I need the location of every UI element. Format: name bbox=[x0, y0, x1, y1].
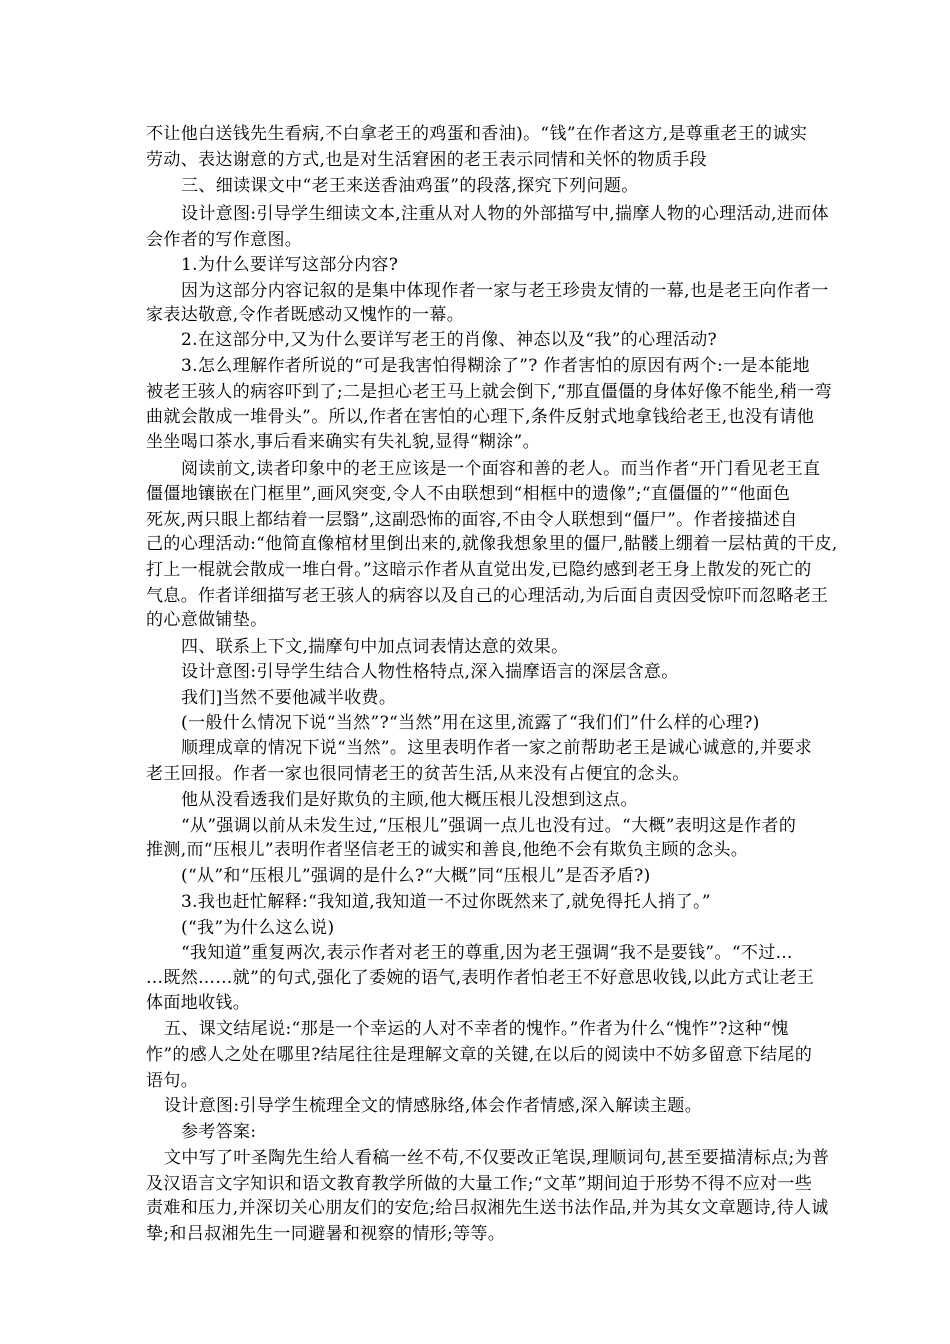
question-line: (“我”为什么这么说) bbox=[181, 918, 335, 938]
section-heading-4: 四、联系上下文,揣摩句中加点词表情达意的效果。 bbox=[181, 637, 569, 657]
question-line: 2.在这部分中,又为什么要详写老王的肖像、神态以及“我”的心理活动? bbox=[181, 330, 718, 350]
paragraph-line: 的心意做铺垫。 bbox=[146, 610, 268, 630]
answer-label: 参考答案: bbox=[181, 1122, 257, 1142]
paragraph-line: 气息。作者详细描写老王骇人的病容以及自己的心理活动,为后面自责因受惊吓而忽略老王 bbox=[146, 586, 829, 606]
paragraph-line: 语句。 bbox=[146, 1071, 199, 1091]
paragraph-line: 设计意图:引导学生结合人物性格特点,深入揣摩语言的深层含意。 bbox=[181, 662, 679, 682]
paragraph-line: 责难和压力,并深切关心朋友们的安危;给吕叔湘先生送书法作品,并为其女文章题诗,待人诚 bbox=[146, 1198, 829, 1218]
question-line: 1.为什么要详写这部分内容? bbox=[181, 255, 399, 275]
paragraph-line: 及汉语言文字知识和语文教育教学所做的大量工作;“文革”期间迫于形势不得不应对一些 bbox=[146, 1174, 813, 1194]
paragraph-line: 挚;和吕叔湘先生一同避暑和视察的情形;等等。 bbox=[146, 1224, 506, 1244]
paragraph-line: 设计意图:引导学生细读文本,注重从对人物的外部描写中,揣摩人物的心理活动,进而体 bbox=[181, 204, 829, 224]
paragraph-line: 文中写了叶圣陶先生给人看稿一丝不苟,不仅要改正笔误,理顺词句,甚至要描清标点;为普 bbox=[164, 1148, 830, 1168]
question-line: 3.怎么理解作者所说的“可是我害怕得糊涂了”? 作者害怕的原因有两个:一是本能地 bbox=[181, 356, 810, 376]
paragraph-line: 打上一棍就会散成一堆白骨。”这暗示作者从直觉出发,已隐约感到老王身上散发的死亡的 bbox=[146, 560, 812, 580]
section-heading-3: 三、细读课文中“老王来送香油鸡蛋”的段落,探究下列问题。 bbox=[181, 176, 639, 196]
paragraph-line: 老王回报。作者一家也很同情老王的贫苦生活,从来没有占便宜的念头。 bbox=[146, 764, 690, 784]
example-sentence: 他从没看透我们是好欺负的主顾,他大概压根儿没想到这点。 bbox=[181, 790, 638, 810]
paragraph-line: 会作者的写作意图。 bbox=[146, 230, 303, 250]
section-heading-5: 五、课文结尾说:“那是一个幸运的人对不幸者的愧怍。”作者为什么“愧怍”?这种“愧 bbox=[164, 1019, 789, 1039]
paragraph-line: 设计意图:引导学生梳理全文的情感脉络,体会作者情感,深入解读主题。 bbox=[164, 1096, 703, 1116]
paragraph-line: 死灰,两只眼上都结着一层翳”,这副恐怖的面容,不由令人联想到“僵尸”。作者接描述自 bbox=[146, 510, 798, 530]
paragraph-line: 推测,而“压根儿”表明作者坚信老王的诚实和善良,他绝不会有欺负主顾的念头。 bbox=[146, 840, 749, 860]
question-line: (一般什么情况下说“当然”?“当然”用在这里,流露了“我们们”什么样的心理?) bbox=[181, 713, 760, 733]
paragraph-line: 怍”的感人之处在哪里?结尾往往是理解文章的关键,在以后的阅读中不妨多留意下结尾的 bbox=[146, 1045, 813, 1065]
paragraph-line: 阅读前文,读者印象中的老王应该是一个面容和善的老人。而当作者“开门看见老王直 bbox=[181, 459, 821, 479]
paragraph-line: 顺理成章的情况下说“当然”。这里表明作者一家之前帮助老王是诚心诚意的,并要求 bbox=[181, 738, 813, 758]
example-sentence: 我们]当然不要他减半收费。 bbox=[181, 688, 397, 708]
paragraph-line: 坐坐喝口茶水,事后看来确实有失礼貌,显得“糊涂”。 bbox=[146, 432, 540, 452]
question-line: (“从”和“压根儿”强调的是什么?“大概”同“压根儿”是否矛盾?) bbox=[181, 866, 651, 886]
paragraph-line: 劳动、表达谢意的方式,也是对生活窘困的老王表示同情和关怀的物质手段 bbox=[146, 150, 707, 170]
paragraph-line: 被老王骇人的病容吓到了;二是担心老王马上就会倒下,“那直僵僵的身体好像不能坐,稍一弯 bbox=[146, 382, 832, 402]
paragraph-line: 家表达敬意,令作者既感动又愧怍的一幕。 bbox=[146, 305, 465, 325]
example-sentence: 3.我也赶忙解释:“我知道,我知道一不过你既然来了,就免得托人捎了。” bbox=[181, 892, 711, 912]
paragraph-line: 体面地收钱。 bbox=[146, 993, 251, 1013]
paragraph-line: 曲就会散成一堆骨头”。所以,作者在害怕的心理下,条件反射式地拿钱给老王,也没有请他 bbox=[146, 407, 815, 427]
paragraph-line: 因为这部分内容记叙的是集中体现作者一家与老王珍贵友情的一幕,也是老王向作者一 bbox=[181, 281, 829, 301]
paragraph-line: 己的心理活动:“他简直像棺材里倒出来的,就像我想象里的僵尸,骷髅上绷着一层枯黄的干皮, bbox=[146, 534, 838, 554]
paragraph-line: 不让他白送钱先生看病,不白拿老王的鸡蛋和香油)。“钱”在作者这方,是尊重老王的诚实 bbox=[146, 124, 808, 144]
paragraph-line: “我知道”重复两次,表示作者对老王的尊重,因为老王强调“我不是要钱”。“不过… bbox=[181, 943, 793, 963]
paragraph-line: “从”强调以前从未发生过,“压根儿”强调一点儿也没有过。“大概”表明这是作者的 bbox=[181, 816, 797, 836]
paragraph-line: …既然……就”的句式,强化了委婉的语气,表明作者怕老王不好意思收钱,以此方式让老王 bbox=[146, 968, 815, 988]
paragraph-line: 僵僵地镶嵌在门框里”,画风突变,令人不由联想到“相框中的遗像”;“直僵僵的”“他面色 bbox=[146, 484, 791, 504]
